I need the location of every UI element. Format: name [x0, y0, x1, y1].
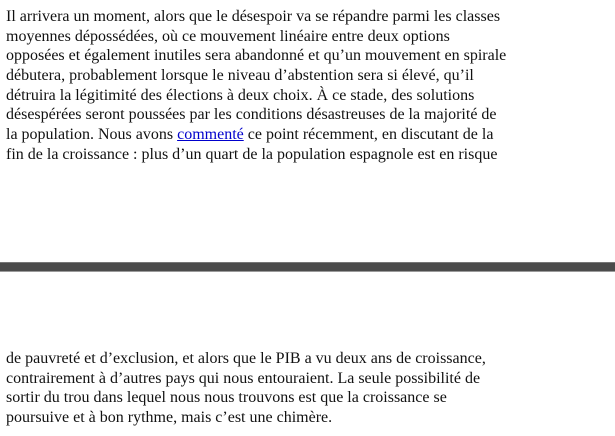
page-separator: [0, 262, 615, 272]
commente-link[interactable]: commenté: [177, 126, 244, 144]
text-line: sortir du trou dans lequel nous nous trouvons est que la croissance se: [6, 389, 447, 407]
text-line: fin de la croissance : plus d’un quart de la population espagnole est en risque: [6, 145, 498, 163]
text-line: désespérées seront poussées par les conditions désastreuses de la majorité de: [6, 106, 497, 124]
text-line: de pauvreté et d’exclusion, et alors que le PIB a vu deux ans de croissance,: [6, 350, 486, 367]
text-segment: la population. Nous avons: [6, 126, 178, 144]
paragraph-page-2: [6, 349, 612, 428]
text-line: contrairement à d’autres pays qui nous entouraient. La seule possibilité de: [6, 369, 481, 387]
paragraph-page-1: [6, 7, 612, 165]
text-line-with-link: [6, 125, 612, 145]
text-line: débutera, probablement lorsque le niveau d’abstention sera si élevé, qu’il: [6, 67, 474, 85]
text-line: détruira la légitimité des élections à deux choix. À ce stade, des solutions: [6, 86, 475, 104]
text-line: poursuive et à bon rythme, mais c’est une chimère.: [6, 409, 333, 427]
text-line: Il arrivera un moment, alors que le désespoir va se répandre parmi les classes: [6, 8, 501, 25]
text-segment: ce point récemment, en discutant de la: [243, 126, 494, 144]
text-line: opposées et également inutiles sera abandonné et qu’un mouvement en spirale: [6, 47, 507, 65]
text-line: moyennes dépossédées, où ce mouvement linéaire entre deux options: [6, 27, 450, 45]
